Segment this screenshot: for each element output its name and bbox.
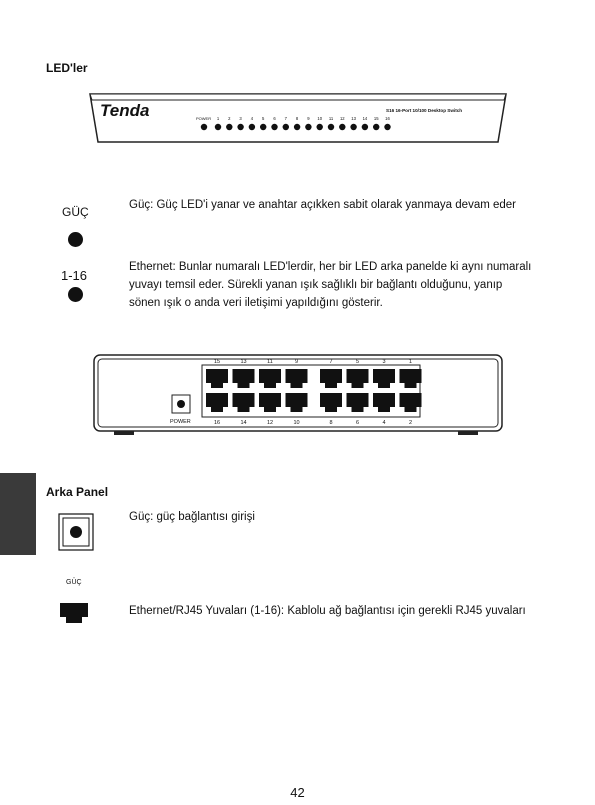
front-port-number: 15 [373,116,379,121]
rear-bottom-number: 2 [408,420,413,426]
rear-top-number: 3 [382,359,386,365]
model-text: S16 16-Port 10/100 Desktop Switch [386,108,463,113]
rear-panel-heading: Arka Panel [46,485,109,499]
rear-bottom-number: 16 [213,420,221,426]
front-port-number: 8 [295,116,299,121]
ethernet-led-line-2: yuvayı temsil eder. Sürekli yanan ışık sağlıklı bir bağlantı olduğunu, yanıp [129,279,503,291]
front-led-power [201,124,207,130]
front-port-number: 4 [250,116,254,121]
front-port-number: 14 [362,116,368,121]
rj45-description: Ethernet/RJ45 Yuvaları (1-16): Kablolu ağ bağlantısı için gerekli RJ45 yuvaları [129,605,526,617]
front-led-port [215,124,221,130]
front-led-port [260,124,266,130]
front-port-number: 9 [307,116,310,121]
power-socket-caption: GÜÇ [66,579,82,586]
leds-heading: LED'ler [46,61,88,75]
rear-top-number: 9 [294,359,299,365]
page-number: 42 [290,785,305,800]
front-led-port [339,124,345,130]
rear-top-number: 13 [240,359,247,365]
front-led-port [237,124,243,130]
front-port-number: 13 [351,116,356,121]
ethernet-led-label: 1-16 [61,268,88,283]
front-led-port [317,124,323,130]
front-port-number: 5 [262,116,265,121]
front-port-number: 6 [273,116,276,121]
front-power-label: POWER [196,116,212,121]
front-port-number: 2 [228,116,231,121]
front-led-port [294,124,300,130]
front-led-port [305,124,311,130]
ethernet-led-icon [68,287,83,302]
side-tab [0,473,36,555]
rear-bottom-number: 12 [266,420,274,426]
front-port-number: 10 [317,116,323,121]
front-port-number: 7 [284,116,287,121]
rear-bottom-number: 6 [355,420,360,426]
rear-bottom-number: 14 [240,420,247,426]
front-led-port [226,124,232,130]
rear-power-label: POWER [170,419,191,425]
power-led-description: Güç: Güç LED'i yanar ve anahtar açıkken sabit olarak yanmaya devam eder [129,199,517,211]
rj45-port-icon [58,601,90,625]
brand-logo: Tenda [100,101,150,120]
front-led-port [373,124,379,130]
front-port-number: 11 [328,116,334,121]
ethernet-led-line-3: sönen ışık o anda veri iletişimi yapıldığını gösterir. [129,297,383,309]
rear-bottom-number: 10 [293,420,300,426]
front-port-number: 3 [239,116,242,121]
rear-top-number: 15 [213,359,221,365]
power-led-label: GÜÇ [62,205,89,219]
ethernet-led-line-1: Ethernet: Bunlar numaralı LED'lerdir, her bir LED arka panelde ki aynı numaralı [129,261,532,273]
front-led-port [384,124,390,130]
rear-top-number: 1 [408,359,413,365]
rear-top-number: 5 [355,359,360,365]
rear-top-number: 7 [329,359,333,365]
rear-top-number: 11 [267,359,273,365]
front-port-number: 12 [339,116,345,121]
front-panel-drawing [88,92,508,144]
front-led-port [249,124,255,130]
front-port-number: 1 [216,116,220,121]
rear-bottom-number: 8 [329,420,333,426]
front-led-port [283,124,289,130]
power-led-icon [68,232,83,247]
front-led-port [362,124,368,130]
power-socket-description: Güç: güç bağlantısı girişi [129,511,255,523]
front-led-port [350,124,356,130]
power-socket-icon [58,513,94,551]
front-port-number: 16 [385,116,390,121]
rear-panel-drawing [92,353,504,439]
front-led-port [271,124,277,130]
front-led-port [328,124,334,130]
rear-bottom-number: 4 [382,420,386,426]
